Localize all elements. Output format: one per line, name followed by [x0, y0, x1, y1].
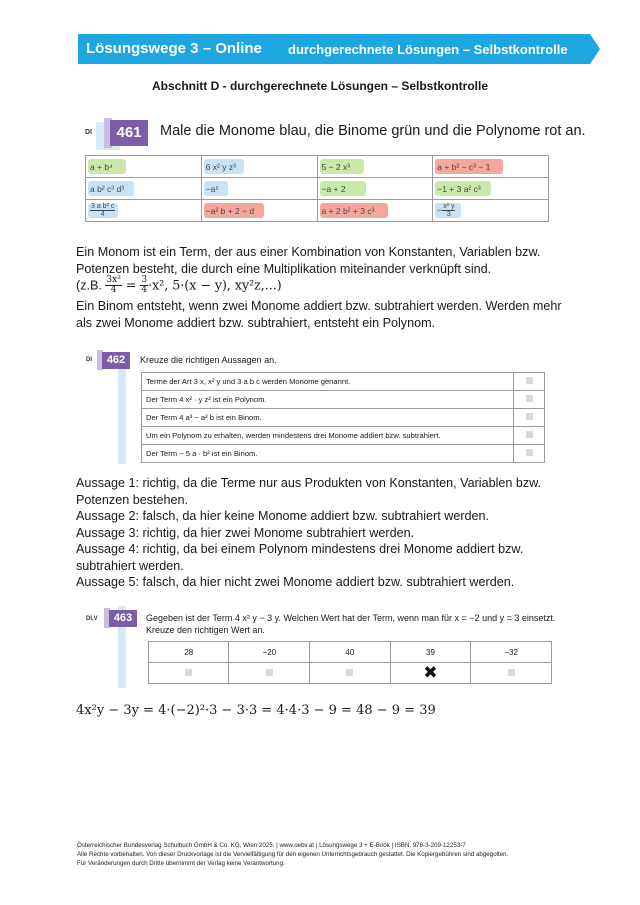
- banner-left-title: Lösungswege 3 – Online: [86, 40, 262, 57]
- table-row: [86, 178, 549, 200]
- task-463-instruction: Gegeben ist der Term 4 x² y − 3 y. Welchen Wert hat der Term, wenn man für x = −2 und y = 3 einsetzt. Kreuze den richtigen Wert an.: [146, 613, 556, 635]
- values-table: [148, 641, 552, 684]
- value-option: 39: [390, 642, 471, 663]
- term-cell[interactable]: 5 − 2 x³: [317, 156, 433, 178]
- value-checkbox[interactable]: [310, 663, 390, 684]
- value-option: −20: [229, 642, 310, 663]
- value-checkbox[interactable]: [471, 663, 552, 684]
- task-462-label: DI: [86, 357, 92, 363]
- value-option: −32: [471, 642, 552, 663]
- table-row: [149, 663, 552, 684]
- statement-checkbox[interactable]: [514, 373, 545, 391]
- task-462-instruction: Kreuze die richtigen Aussagen an.: [140, 355, 277, 365]
- statement-text: Um ein Polynom zu erhalten, werden mindestens drei Monome addiert bzw. subtrahiert.: [142, 427, 514, 445]
- table-row: [86, 200, 549, 222]
- task-463-label: DI,V: [86, 616, 98, 622]
- footer-line-2: Alle Rechte vorbehalten. Von dieser Druckvorlage ist die Vervielfältigung für den eigenen Unterrichtsgebrauch gestattet. Die Kopiergebühren sind abgegolten.: [77, 851, 509, 858]
- statement-text: Terme der Art 3 x, x² y und 3 a b c werden Monome genannt.: [142, 373, 514, 391]
- task-462-number: 462: [102, 352, 130, 369]
- term-cell[interactable]: a + b⁴: [86, 156, 202, 178]
- cross-mark-icon: ✖: [423, 663, 438, 682]
- term-cell[interactable]: a b² c³ d³: [86, 178, 202, 200]
- table-row: [86, 156, 549, 178]
- answer-2: Aussage 2: falsch, da hier keine Monome addiert bzw. subtrahiert werden.: [76, 509, 490, 523]
- table-row: [142, 409, 545, 427]
- monome-table: [85, 155, 549, 222]
- statement-checkbox[interactable]: [514, 445, 545, 463]
- answer-5: Aussage 5: falsch, da hier nicht zwei Monome addiert bzw. subtrahiert werden.: [76, 575, 515, 589]
- term-cell[interactable]: a + b² − c³ − 1: [433, 156, 549, 178]
- value-checkbox[interactable]: [149, 663, 229, 684]
- value-option: 40: [310, 642, 390, 663]
- task-461-number: 461: [110, 120, 148, 146]
- value-option: 28: [149, 642, 229, 663]
- statement-checkbox[interactable]: [514, 409, 545, 427]
- statement-text: Der Term − 5 a · b² ist ein Binom.: [142, 445, 514, 463]
- term-cell[interactable]: −1 + 3 a² c³: [433, 178, 549, 200]
- footer-line-1: Österreichischer Bundesverlag Schulbuch GmbH & Co. KG, Wien 2025. | www.oebv.at | Lösungswege 3 + E-Book | ISBN: 978-3-209-12253-7: [77, 842, 466, 849]
- answer-3: Aussage 3: richtig, da hier zwei Monome subtrahiert werden.: [76, 525, 415, 540]
- table-row: [142, 391, 545, 409]
- value-checkbox[interactable]: [229, 663, 310, 684]
- term-cell[interactable]: $\frac{\text{3 a b² c}}{4}$: [86, 200, 202, 222]
- statement-text: Der Term 4 x² · y z² ist ein Polynom.: [142, 391, 514, 409]
- example-line: (z.B. $\frac{\text{3x²}}{4}$ = $\frac{3}{4}\cdot x^2$, 5·(x − y), xy²z,...): [76, 275, 282, 296]
- table-row: [149, 642, 552, 663]
- answer-4: Aussage 4: richtig, da bei einem Polynom mindestens drei Monome addiert bzw. subtrahiert werden.: [76, 542, 524, 573]
- page-title: Abschnitt D - durchgerechnete Lösungen – Selbstkontrolle: [151, 79, 489, 93]
- term-cell[interactable]: −a⁵: [201, 178, 317, 200]
- term-cell[interactable]: − $\frac{\text{x² y}}{3}$: [433, 200, 549, 222]
- answers-462: [76, 475, 566, 591]
- statement-text: Der Term 4 a³ − a² b ist ein Binom.: [142, 409, 514, 427]
- explanation-monom: Ein Monom ist ein Term, der aus einer Kombination von Konstanten, Variablen bzw. Potenzen besteht, die durch eine Multiplikation miteinander verknüpft sind.: [76, 245, 541, 276]
- footer: [77, 841, 617, 868]
- solution-formula: 4x²y − 3y = 4·(−2)²·3 − 3·3 = 4·4·3 − 9 = 48 − 9 = 39: [76, 703, 436, 718]
- value-checkbox[interactable]: [390, 663, 471, 684]
- statements-table: [141, 372, 545, 463]
- table-row: [142, 445, 545, 463]
- table-row: [142, 427, 545, 445]
- footer-line-3: Für Veränderungen durch Dritte übernimmt der Verlag keine Verantwortung.: [77, 860, 285, 867]
- table-row: [142, 373, 545, 391]
- task-461-label: DI: [85, 129, 92, 136]
- answer-1: Aussage 1: richtig, da die Terme nur aus Produkten von Konstanten, Variablen bzw. Potenzen bestehen.: [76, 476, 542, 507]
- explanation-binom: Ein Binom entsteht, wenn zwei Monome addiert bzw. subtrahiert werden. Werden mehr als zwei Monome addiert bzw. subtrahiert, entsteht ein Polynom.: [76, 299, 562, 330]
- task-463-number: 463: [109, 610, 137, 627]
- header-banner: [78, 34, 600, 64]
- term-cell[interactable]: 6 x² y z³: [201, 156, 317, 178]
- statement-checkbox[interactable]: [514, 427, 545, 445]
- banner-right-title: durchgerechnete Lösungen – Selbstkontrolle: [288, 42, 568, 57]
- term-cell[interactable]: −a + 2: [317, 178, 433, 200]
- statement-checkbox[interactable]: [514, 391, 545, 409]
- term-cell[interactable]: a + 2 b² + 3 c³: [317, 200, 433, 222]
- task-461-instruction: Male die Monome blau, die Binome grün und die Polynome rot an.: [160, 123, 586, 139]
- term-cell[interactable]: −a² b + 2 − d: [201, 200, 317, 222]
